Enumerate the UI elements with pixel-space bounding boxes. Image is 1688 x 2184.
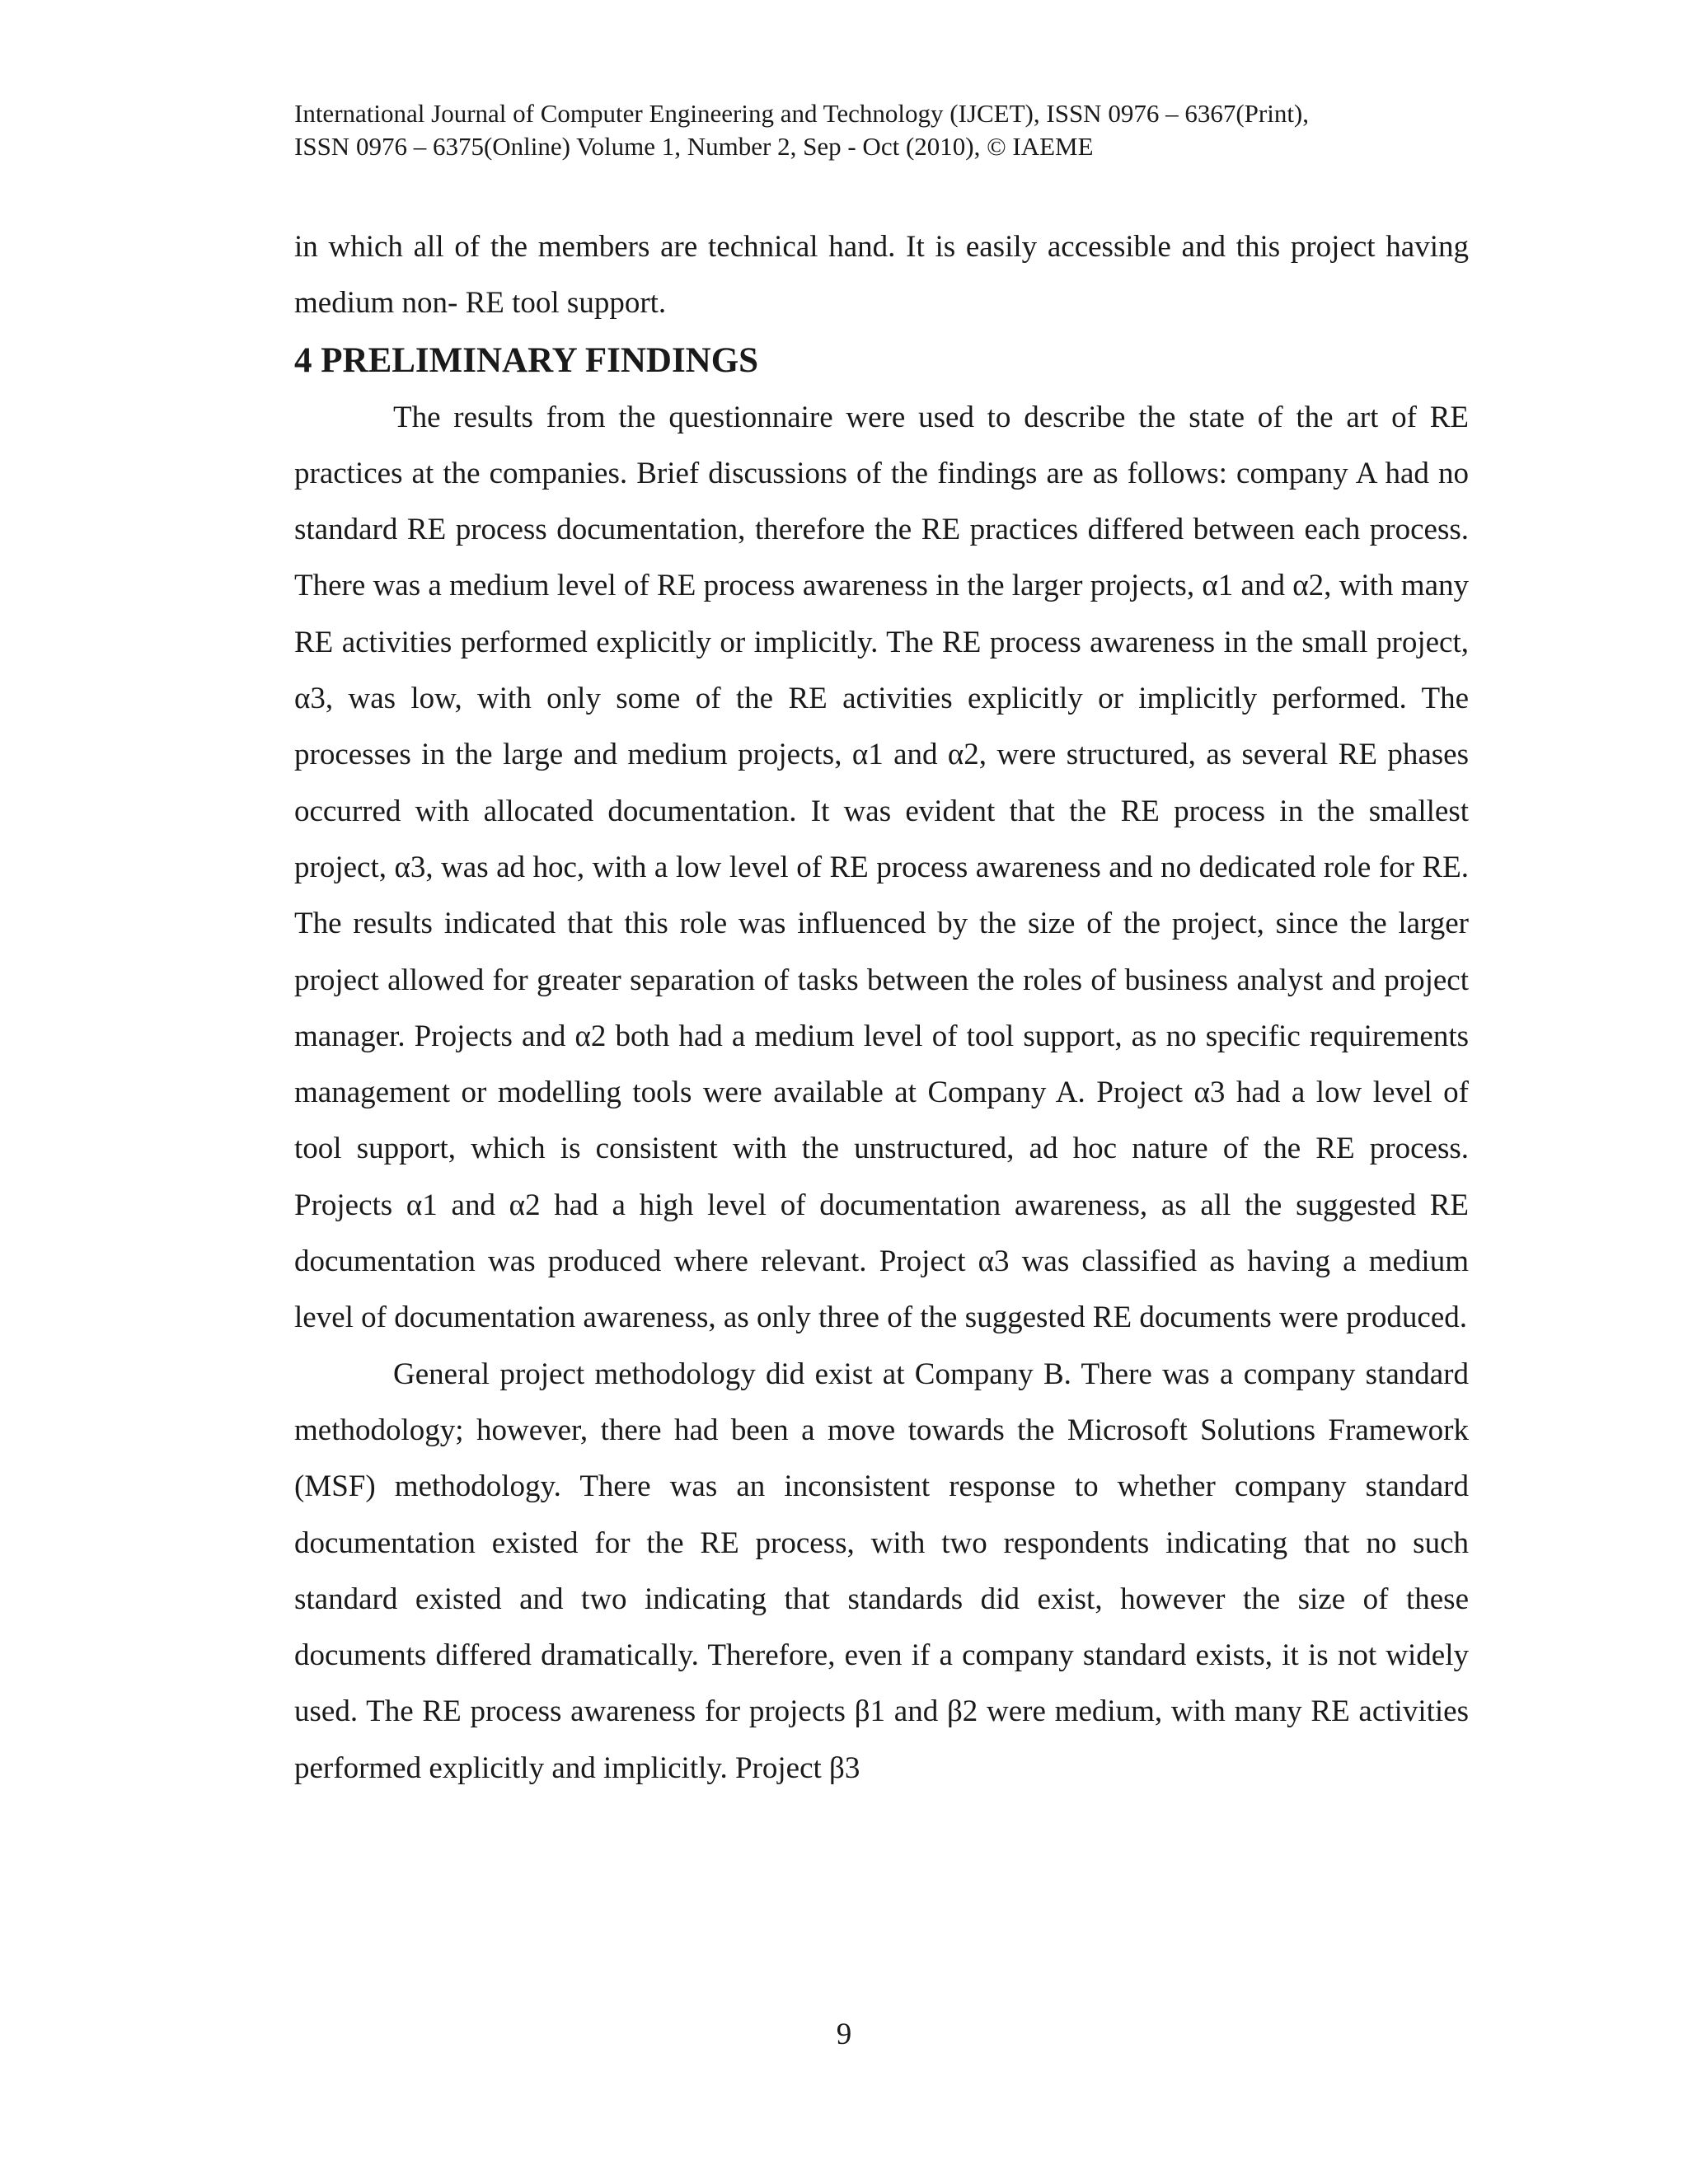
journal-header-line-2: ISSN 0976 – 6375(Online) Volume 1, Number 2, Sep - Oct (2010), © IAEME xyxy=(294,132,1094,161)
main-text xyxy=(294,219,1469,1797)
page-number: 9 xyxy=(836,2018,852,2051)
continuation-paragraph: in which all of the members are technical hand. It is easily accessible and this project having medium non- RE tool support. xyxy=(294,230,1469,321)
body-paragraph-1: The results from the questionnaire were used to describe the state of the art of RE practices at the companies. Brief discussions of the findings are as follows: company A had no standard RE process documentation, therefore the RE practices differed between each process. There was a medium level of RE process awareness in the larger projects, α1 and α2, with many RE activities performed explicitly or implicitly. The RE process awareness in the small project, α3, was low, with only some of the RE activities explicitly or implicitly performed. The processes in the large and medium projects, α1 and α2, were structured, as several RE phases occurred with allocated documentation. It was evident that the RE process in the smallest project, α3, was ad hoc, with a low level of RE process awareness and no dedicated role for RE. The results indicated that this role was influenced by the size of the project, since the larger project allowed for greater separation of tasks between the roles of business analyst and project manager. Projects and α2 both had a medium level of tool support, as no specific requirements management or modelling tools were available at Company A. Project α3 had a low level of tool support, which is consistent with the unstructured, ad hoc nature of the RE process. Projects α1 and α2 had a high level of documentation awareness, as all the suggested RE documentation was produced where relevant. Project α3 was classified as having a medium level of documentation awareness, as only three of the suggested RE documents were produced. xyxy=(294,400,1469,1335)
body-paragraph-2: General project methodology did exist at Company B. There was a company standard methodology; however, there had been a move towards the Microsoft Solutions Framework (MSF) methodology. There was an inconsistent response to whether company standard documentation existed for the RE process, with two respondents indicating that no such standard existed and two indicating that standards did exist, however the size of these documents differed dramatically. Therefore, even if a company standard exists, it is not widely used. The RE process awareness for projects β1 and β2 were medium, with many RE activities performed explicitly and implicitly. Project β3 xyxy=(294,1357,1469,1785)
journal-header xyxy=(294,97,1473,163)
section-heading: 4 PRELIMINARY FINDINGS xyxy=(294,340,759,380)
journal-header-line-1: International Journal of Computer Engineering and Technology (IJCET), ISSN 0976 – 6367(Print), xyxy=(294,99,1310,128)
